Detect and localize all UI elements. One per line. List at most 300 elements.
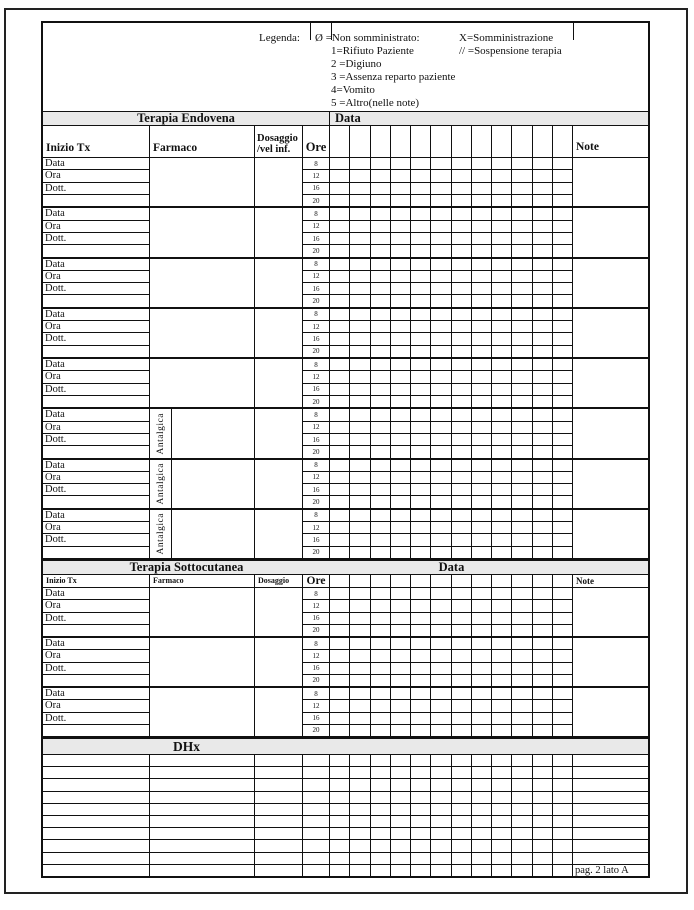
dosaggio-input-cell[interactable]	[255, 588, 303, 636]
dhx-day-cell[interactable]	[330, 755, 350, 766]
day-cell[interactable]	[350, 484, 369, 496]
day-cell[interactable]	[452, 725, 471, 736]
day-cell[interactable]	[533, 484, 552, 496]
day-cell[interactable]	[452, 472, 471, 484]
day-cell[interactable]	[533, 158, 552, 170]
day-cell[interactable]	[553, 233, 572, 245]
day-cell[interactable]	[553, 625, 572, 636]
dhx-day-cell[interactable]	[512, 779, 532, 790]
day-cell[interactable]	[391, 713, 410, 725]
day-cell[interactable]	[492, 158, 511, 170]
row-label-empty[interactable]	[43, 496, 149, 507]
day-header-cell[interactable]	[492, 126, 512, 157]
day-cell[interactable]	[350, 384, 369, 396]
day-cell[interactable]	[330, 547, 349, 558]
dhx-note-cell[interactable]	[573, 828, 648, 839]
day-cell[interactable]	[391, 600, 410, 612]
day-cell[interactable]	[512, 650, 531, 662]
dhx-day-cell[interactable]	[512, 828, 532, 839]
dhx-day-cell[interactable]	[553, 840, 573, 851]
farmaco-input-cell[interactable]	[172, 460, 255, 508]
day-cell[interactable]	[472, 384, 491, 396]
dhx-day-cell[interactable]	[350, 792, 370, 803]
day-cell[interactable]	[411, 333, 430, 345]
day-cell[interactable]	[371, 510, 390, 522]
dhx-day-cell[interactable]	[350, 804, 370, 815]
dhx-day-cell[interactable]	[391, 767, 411, 778]
day-cell[interactable]	[512, 484, 531, 496]
dhx-note-cell[interactable]	[573, 779, 648, 790]
day-cell[interactable]	[452, 384, 471, 396]
day-header-cell[interactable]	[452, 575, 472, 587]
day-cell[interactable]	[391, 625, 410, 636]
day-cell[interactable]	[472, 359, 491, 371]
dhx-day-cell[interactable]	[411, 816, 431, 827]
day-cell[interactable]	[391, 547, 410, 558]
day-cell[interactable]	[350, 446, 369, 457]
day-cell[interactable]	[431, 460, 450, 472]
dhx-day-cell[interactable]	[452, 804, 472, 815]
day-cell[interactable]	[431, 259, 450, 271]
day-header-cell[interactable]	[512, 126, 532, 157]
day-cell[interactable]	[411, 346, 430, 357]
day-cell[interactable]	[391, 663, 410, 675]
day-cell[interactable]	[512, 346, 531, 357]
day-cell[interactable]	[391, 321, 410, 333]
day-cell[interactable]	[391, 346, 410, 357]
day-cell[interactable]	[411, 600, 430, 612]
day-header-cell[interactable]	[472, 126, 492, 157]
dhx-day-cell[interactable]	[431, 865, 451, 876]
dhx-day-cell[interactable]	[330, 792, 350, 803]
day-cell[interactable]	[391, 195, 410, 206]
dhx-note-cell[interactable]	[573, 767, 648, 778]
day-cell[interactable]	[533, 725, 552, 736]
day-cell[interactable]	[330, 700, 349, 712]
day-cell[interactable]	[350, 333, 369, 345]
day-cell[interactable]	[452, 434, 471, 446]
day-cell[interactable]	[472, 208, 491, 220]
dosaggio-input-cell[interactable]	[255, 158, 303, 206]
day-cell[interactable]	[472, 221, 491, 233]
day-cell[interactable]	[371, 359, 390, 371]
day-cell[interactable]	[330, 460, 349, 472]
dhx-day-cell[interactable]	[533, 865, 553, 876]
dhx-day-cell[interactable]	[452, 865, 472, 876]
day-cell[interactable]	[533, 688, 552, 700]
day-cell[interactable]	[553, 195, 572, 206]
day-cell[interactable]	[533, 321, 552, 333]
day-cell[interactable]	[472, 309, 491, 321]
day-cell[interactable]	[371, 534, 390, 546]
day-cell[interactable]	[452, 588, 471, 600]
day-cell[interactable]	[350, 309, 369, 321]
dhx-day-cell[interactable]	[533, 816, 553, 827]
day-cell[interactable]	[472, 396, 491, 407]
day-cell[interactable]	[411, 625, 430, 636]
day-cell[interactable]	[533, 496, 552, 507]
dhx-cell[interactable]	[303, 755, 330, 766]
day-cell[interactable]	[452, 259, 471, 271]
day-cell[interactable]	[350, 600, 369, 612]
day-cell[interactable]	[472, 675, 491, 686]
day-cell[interactable]	[431, 600, 450, 612]
day-cell[interactable]	[492, 422, 511, 434]
dhx-day-cell[interactable]	[431, 767, 451, 778]
day-cell[interactable]	[452, 625, 471, 636]
dhx-cell[interactable]	[255, 840, 303, 851]
day-cell[interactable]	[533, 271, 552, 283]
day-cell[interactable]	[371, 409, 390, 421]
day-cell[interactable]	[472, 472, 491, 484]
day-cell[interactable]	[330, 422, 349, 434]
day-cell[interactable]	[330, 371, 349, 383]
day-cell[interactable]	[472, 422, 491, 434]
row-label-empty[interactable]	[43, 195, 149, 206]
dhx-day-cell[interactable]	[553, 767, 573, 778]
day-cell[interactable]	[533, 259, 552, 271]
row-label-empty[interactable]	[43, 547, 149, 558]
day-cell[interactable]	[472, 283, 491, 295]
day-cell[interactable]	[431, 522, 450, 534]
day-cell[interactable]	[472, 295, 491, 306]
dhx-day-cell[interactable]	[330, 865, 350, 876]
day-cell[interactable]	[350, 195, 369, 206]
day-cell[interactable]	[452, 346, 471, 357]
day-cell[interactable]	[350, 434, 369, 446]
farmaco-input-cell[interactable]	[150, 688, 255, 736]
day-cell[interactable]	[553, 534, 572, 546]
day-cell[interactable]	[492, 547, 511, 558]
dhx-cell[interactable]	[303, 792, 330, 803]
dhx-day-cell[interactable]	[350, 816, 370, 827]
day-cell[interactable]	[533, 547, 552, 558]
day-cell[interactable]	[411, 422, 430, 434]
dhx-cell[interactable]	[150, 853, 255, 864]
day-cell[interactable]	[533, 600, 552, 612]
dhx-day-cell[interactable]	[472, 779, 492, 790]
day-cell[interactable]	[512, 359, 531, 371]
day-cell[interactable]	[431, 233, 450, 245]
dhx-day-cell[interactable]	[533, 828, 553, 839]
day-cell[interactable]	[492, 309, 511, 321]
dhx-cell[interactable]	[150, 840, 255, 851]
day-cell[interactable]	[350, 321, 369, 333]
day-cell[interactable]	[391, 675, 410, 686]
day-cell[interactable]	[391, 295, 410, 306]
day-cell[interactable]	[411, 725, 430, 736]
day-cell[interactable]	[452, 534, 471, 546]
dhx-day-cell[interactable]	[452, 792, 472, 803]
day-cell[interactable]	[411, 484, 430, 496]
day-cell[interactable]	[330, 346, 349, 357]
day-cell[interactable]	[512, 688, 531, 700]
day-cell[interactable]	[553, 688, 572, 700]
day-cell[interactable]	[371, 625, 390, 636]
dhx-day-cell[interactable]	[533, 804, 553, 815]
day-cell[interactable]	[452, 170, 471, 182]
day-cell[interactable]	[492, 295, 511, 306]
day-cell[interactable]	[371, 446, 390, 457]
day-cell[interactable]	[533, 446, 552, 457]
day-cell[interactable]	[512, 700, 531, 712]
day-header-cell[interactable]	[411, 126, 431, 157]
day-cell[interactable]	[411, 650, 430, 662]
day-cell[interactable]	[411, 434, 430, 446]
day-cell[interactable]	[553, 484, 572, 496]
day-cell[interactable]	[411, 245, 430, 256]
day-cell[interactable]	[452, 233, 471, 245]
day-cell[interactable]	[371, 309, 390, 321]
dhx-day-cell[interactable]	[411, 792, 431, 803]
day-cell[interactable]	[533, 295, 552, 306]
day-cell[interactable]	[533, 359, 552, 371]
day-cell[interactable]	[512, 638, 531, 650]
day-cell[interactable]	[371, 588, 390, 600]
day-cell[interactable]	[553, 283, 572, 295]
dhx-day-cell[interactable]	[452, 767, 472, 778]
day-cell[interactable]	[553, 259, 572, 271]
dhx-cell[interactable]	[150, 816, 255, 827]
day-cell[interactable]	[431, 295, 450, 306]
day-cell[interactable]	[553, 271, 572, 283]
day-cell[interactable]	[411, 221, 430, 233]
dhx-day-cell[interactable]	[350, 853, 370, 864]
dhx-day-cell[interactable]	[533, 853, 553, 864]
dhx-day-cell[interactable]	[512, 804, 532, 815]
dhx-day-cell[interactable]	[350, 828, 370, 839]
day-cell[interactable]	[431, 663, 450, 675]
dhx-day-cell[interactable]	[330, 779, 350, 790]
day-cell[interactable]	[330, 725, 349, 736]
day-cell[interactable]	[472, 613, 491, 625]
day-cell[interactable]	[472, 547, 491, 558]
day-cell[interactable]	[492, 460, 511, 472]
dosaggio-input-cell[interactable]	[255, 510, 303, 558]
day-cell[interactable]	[371, 700, 390, 712]
day-cell[interactable]	[391, 208, 410, 220]
day-cell[interactable]	[371, 221, 390, 233]
day-cell[interactable]	[533, 510, 552, 522]
day-cell[interactable]	[371, 371, 390, 383]
day-cell[interactable]	[553, 613, 572, 625]
day-cell[interactable]	[411, 271, 430, 283]
dhx-day-cell[interactable]	[431, 853, 451, 864]
dhx-day-cell[interactable]	[553, 853, 573, 864]
day-cell[interactable]	[472, 484, 491, 496]
day-cell[interactable]	[533, 588, 552, 600]
dhx-day-cell[interactable]	[492, 792, 512, 803]
day-cell[interactable]	[330, 359, 349, 371]
day-cell[interactable]	[391, 170, 410, 182]
day-cell[interactable]	[411, 295, 430, 306]
day-cell[interactable]	[411, 170, 430, 182]
day-cell[interactable]	[492, 650, 511, 662]
day-cell[interactable]	[431, 371, 450, 383]
note-input-cell[interactable]	[573, 510, 648, 558]
day-cell[interactable]	[431, 446, 450, 457]
day-cell[interactable]	[553, 221, 572, 233]
day-cell[interactable]	[492, 484, 511, 496]
dhx-day-cell[interactable]	[512, 865, 532, 876]
day-cell[interactable]	[553, 384, 572, 396]
dhx-day-cell[interactable]	[472, 840, 492, 851]
day-cell[interactable]	[350, 625, 369, 636]
day-cell[interactable]	[350, 371, 369, 383]
dhx-note-cell[interactable]	[573, 792, 648, 803]
day-cell[interactable]	[533, 522, 552, 534]
day-cell[interactable]	[371, 233, 390, 245]
day-cell[interactable]	[512, 283, 531, 295]
day-cell[interactable]	[391, 650, 410, 662]
dhx-day-cell[interactable]	[512, 755, 532, 766]
dhx-note-cell[interactable]	[573, 853, 648, 864]
day-cell[interactable]	[512, 245, 531, 256]
dhx-cell[interactable]	[255, 755, 303, 766]
day-cell[interactable]	[472, 333, 491, 345]
dhx-day-cell[interactable]	[553, 865, 573, 876]
day-header-cell[interactable]	[330, 575, 350, 587]
day-cell[interactable]	[553, 422, 572, 434]
day-cell[interactable]	[452, 650, 471, 662]
day-cell[interactable]	[452, 321, 471, 333]
day-cell[interactable]	[472, 259, 491, 271]
day-cell[interactable]	[472, 496, 491, 507]
day-cell[interactable]	[553, 396, 572, 407]
day-cell[interactable]	[391, 688, 410, 700]
day-cell[interactable]	[371, 396, 390, 407]
day-cell[interactable]	[512, 208, 531, 220]
day-cell[interactable]	[472, 725, 491, 736]
day-cell[interactable]	[431, 208, 450, 220]
dhx-day-cell[interactable]	[492, 828, 512, 839]
day-cell[interactable]	[350, 259, 369, 271]
dhx-day-cell[interactable]	[492, 804, 512, 815]
day-header-cell[interactable]	[431, 126, 451, 157]
dhx-day-cell[interactable]	[371, 804, 391, 815]
dhx-cell[interactable]	[303, 779, 330, 790]
day-cell[interactable]	[330, 409, 349, 421]
day-cell[interactable]	[492, 283, 511, 295]
day-cell[interactable]	[472, 625, 491, 636]
day-header-cell[interactable]	[512, 575, 532, 587]
note-input-cell[interactable]	[573, 359, 648, 407]
dhx-day-cell[interactable]	[350, 767, 370, 778]
day-cell[interactable]	[512, 170, 531, 182]
dhx-day-cell[interactable]	[350, 840, 370, 851]
day-cell[interactable]	[330, 600, 349, 612]
day-cell[interactable]	[371, 245, 390, 256]
day-cell[interactable]	[391, 700, 410, 712]
day-cell[interactable]	[533, 625, 552, 636]
day-cell[interactable]	[330, 446, 349, 457]
day-cell[interactable]	[371, 522, 390, 534]
dosaggio-input-cell[interactable]	[255, 638, 303, 686]
dhx-cell[interactable]	[43, 792, 150, 803]
dosaggio-input-cell[interactable]	[255, 359, 303, 407]
dhx-cell[interactable]	[255, 779, 303, 790]
dhx-day-cell[interactable]	[472, 755, 492, 766]
dhx-note-cell[interactable]	[573, 755, 648, 766]
dhx-day-cell[interactable]	[411, 840, 431, 851]
day-cell[interactable]	[431, 422, 450, 434]
day-cell[interactable]	[350, 283, 369, 295]
dhx-day-cell[interactable]	[553, 828, 573, 839]
dhx-day-cell[interactable]	[492, 840, 512, 851]
day-cell[interactable]	[472, 321, 491, 333]
dhx-day-cell[interactable]	[431, 804, 451, 815]
day-cell[interactable]	[472, 700, 491, 712]
day-cell[interactable]	[371, 547, 390, 558]
day-cell[interactable]	[533, 245, 552, 256]
day-cell[interactable]	[533, 346, 552, 357]
day-header-cell[interactable]	[391, 575, 411, 587]
day-cell[interactable]	[553, 713, 572, 725]
day-cell[interactable]	[350, 547, 369, 558]
day-cell[interactable]	[411, 522, 430, 534]
day-header-cell[interactable]	[330, 126, 350, 157]
day-cell[interactable]	[452, 245, 471, 256]
day-cell[interactable]	[350, 183, 369, 195]
day-cell[interactable]	[330, 283, 349, 295]
day-cell[interactable]	[350, 588, 369, 600]
day-cell[interactable]	[371, 170, 390, 182]
dhx-cell[interactable]	[303, 804, 330, 815]
day-cell[interactable]	[391, 245, 410, 256]
day-cell[interactable]	[330, 208, 349, 220]
day-cell[interactable]	[492, 233, 511, 245]
day-cell[interactable]	[371, 650, 390, 662]
dhx-day-cell[interactable]	[492, 779, 512, 790]
dhx-day-cell[interactable]	[371, 767, 391, 778]
day-cell[interactable]	[533, 472, 552, 484]
day-cell[interactable]	[431, 725, 450, 736]
dhx-day-cell[interactable]	[371, 816, 391, 827]
day-cell[interactable]	[553, 547, 572, 558]
day-cell[interactable]	[492, 170, 511, 182]
day-cell[interactable]	[411, 396, 430, 407]
day-cell[interactable]	[371, 460, 390, 472]
dhx-day-cell[interactable]	[431, 779, 451, 790]
day-cell[interactable]	[391, 446, 410, 457]
dhx-day-cell[interactable]	[391, 804, 411, 815]
day-cell[interactable]	[330, 688, 349, 700]
dhx-cell[interactable]	[255, 767, 303, 778]
day-cell[interactable]	[472, 371, 491, 383]
day-cell[interactable]	[452, 371, 471, 383]
day-cell[interactable]	[452, 600, 471, 612]
dhx-day-cell[interactable]	[411, 767, 431, 778]
day-cell[interactable]	[512, 663, 531, 675]
day-cell[interactable]	[350, 713, 369, 725]
day-cell[interactable]	[533, 700, 552, 712]
day-cell[interactable]	[492, 713, 511, 725]
day-header-cell[interactable]	[472, 575, 492, 587]
day-cell[interactable]	[533, 170, 552, 182]
day-cell[interactable]	[330, 472, 349, 484]
dhx-day-cell[interactable]	[411, 865, 431, 876]
day-cell[interactable]	[350, 346, 369, 357]
day-cell[interactable]	[431, 195, 450, 206]
day-cell[interactable]	[391, 460, 410, 472]
day-cell[interactable]	[452, 208, 471, 220]
day-cell[interactable]	[452, 396, 471, 407]
day-cell[interactable]	[391, 271, 410, 283]
day-cell[interactable]	[512, 547, 531, 558]
dhx-cell[interactable]	[303, 853, 330, 864]
dhx-day-cell[interactable]	[472, 865, 492, 876]
dhx-cell[interactable]	[43, 755, 150, 766]
